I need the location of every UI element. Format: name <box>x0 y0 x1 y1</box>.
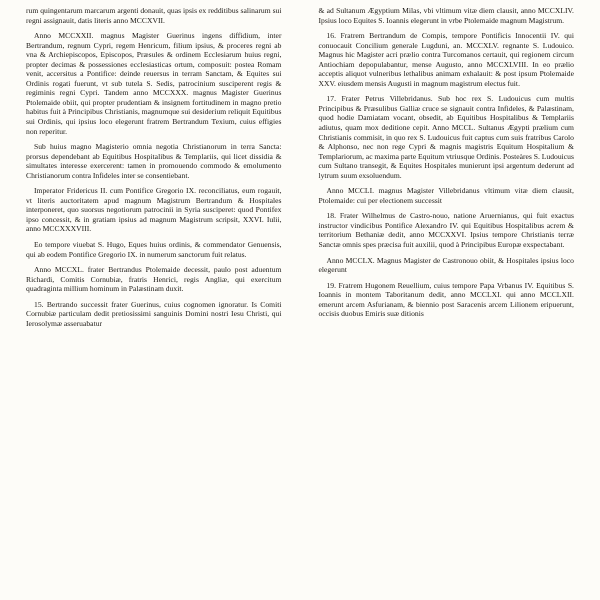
paragraph: Imperator Fridericus II. cum Pontifice Gregorio IX. reconciliatus, eum rogauit, vt literis auctoritatem apud magnum Magistrum Bertrandum & Hospitales interponeret, quo suorsus negotiorum patrocinii in Syria susciperet: quod Pontifex ipso concessit, & in gratiam ipsius ad magnum Magistrum scripsit, XXVI. Iulii, anno MCCXXXVIII. <box>26 186 282 234</box>
paragraph: 17. Frater Petrus Villebridanus. Sub hoc rex S. Ludouicus cum multis Principibus & Præsulibus Galliæ cruce se signauit contra Infideles, & Palæstinam, quod hodie Damiatam vocant, obsedit, ab Equitibus Hospitalibus & Templariis adiutus, quam mox deditione cepit. Anno MCCL. Sultanus Ægypti prælium cum Christianis commisit, in quo rex S. Ludouicus fuit captus cum suis fratribus Carolo & Alphonso, nec non rege Cypri & magnis magistris Equitum Hospitalium & Templariorum, ac maxima parte Equitum vtriusque Ordinis. Posteàres S. Ludouicus cum Sultano transegit, & Equites Hospitales munierunt ipsi argentum dederunt ad lytrum suum exsoluendum. <box>318 94 574 180</box>
paragraph: Anno MCCXL. frater Bertrandus Ptolemaide decessit, paulo post aduentum Richardi, Comitis Cornubiæ, fratris Henrici, regis Angliæ, qui exercitum quadraginta millium hominum in Palæstinam duxit. <box>26 265 282 294</box>
paragraph: rum quingentarum marcarum argenti donauit, quas ipsis ex redditibus salinarum sui regni assignauit, datis literis anno MCCXVII. <box>26 6 282 25</box>
left-column <box>26 6 282 592</box>
paragraph: Anno MCCXXII. magnus Magister Guerinus ingens diffidium, inter Bertrandum, regnum Cypri, regem Henricum, filium ipsius, & proceres regni ab vna & Archiepiscopos, Episcopos, Præsules & ordinem Ecclesiarum huius regni, propter decimas & possessiones ecclesiasticas ortum, composuit: postea Romam venit, accersitus a Pontifice: deinde reuersus in terram Sanctam, & Equites sui Ordinis rogati fuerunt, vt sub tutela S. Sedis, patrocinium susciperent regis & regiminis regni Cypri. Tandem anno MCCXXX. magnus Magister Guerinus Ptolemaide obiit, qui propter prudentiam & insignem fortitudinem in magno pretio habitus fuit à Principibus Christianis, magnumque sui desiderium reliquit Equitibus sui Ordinis, qui ipsius loco elegerunt fratrem Bertrandum Texium, cuius effigies non reperitur. <box>26 31 282 136</box>
paragraph: 19. Fratrem Hugonem Reuellium, cuius tempore Papa Vrbanus IV. Equitibus S. Ioannis in montem Taboritanum dedit, anno MCCLXI. qui anno MCCLXII. emerunt arcem Asfurianam, & biennio post Saracenis arcem Lilionem eripuerunt, occisis duobus Emiris suæ ditionis <box>318 280 574 319</box>
right-column <box>318 6 574 592</box>
paragraph: & ad Sultanum Ægyptium Milas, vbi vltimum vitæ diem clausit, anno MCCXLIV. Ipsius loco Equites S. Ioannis elegerunt in vrbe Ptolemaide magnum Magistrum. <box>318 6 574 25</box>
paragraph: Anno MCCLI. magnus Magister Villebridanus vltimum vitæ diem clausit, Ptolemaide: cui per electionem successit <box>318 186 574 205</box>
column-divider <box>300 6 301 592</box>
two-column-layout <box>26 6 574 592</box>
paragraph: 18. Frater Wilhelmus de Castro-nouo, natione Aruernianus, qui fuit exactus instructor vindicibus Pontifice Alexandro IV. qui Equitibus Hospitalibus acrem & territorium Bethaniæ dedit, anno MCCXXVI. Ipsius tempore Christianis terræ Sanctæ omnis spes præcisa fuit auxilii, quod à Principibus Europæ exspectabant. <box>318 211 574 250</box>
paragraph: Eo tempore viuebat S. Hugo, Eques huius ordinis, & commendator Genuensis, qui ab eodem Pontifice Gregorio IX. in numerum sanctorum fuit relatus. <box>26 240 282 259</box>
paragraph: 16. Fratrem Bertrandum de Compis, tempore Pontificis Innocentii IV. qui conuocauit Concilium generale Lugduni, an. MCCXLV. regnante S. Ludouico. Magnus hic Magister acri prælio contra Turcomanos certauit, qui regionem circum Antiochiam depopulabantur, mense Augusto, anno MCCXLVIII. In eo prælio acceptis aliquot vulneribus lethalibus animam exhalauit: & post ipsum Ptolemaide XXV. eiusdem mensis Augusti in magnum magistrum electus fuit. <box>318 31 574 88</box>
paragraph: Sub huius magno Magisterio omnia negotia Christianorum in terra Sancta: prorsus dependebant ab Equitibus Hospitalibus & Templariis, qui licet dissidia & simultates interesse exercerent: tamen in promouendo commodo & emolumento Christianorum contra Infideles inter se consentiebant. <box>26 142 282 180</box>
paragraph: Anno MCCLX. Magnus Magister de Castronouo obiit, & Hospitales ipsius loco elegerunt <box>318 255 574 275</box>
paragraph: 15. Bertrando successit frater Guerinus, cuius cognomen ignoratur. Is Comiti Cornubiæ particulam dedit pretiosissimi sanguinis Domini nostri Iesu Christi, qui Ierosolymæ asseruabatur <box>26 299 282 328</box>
